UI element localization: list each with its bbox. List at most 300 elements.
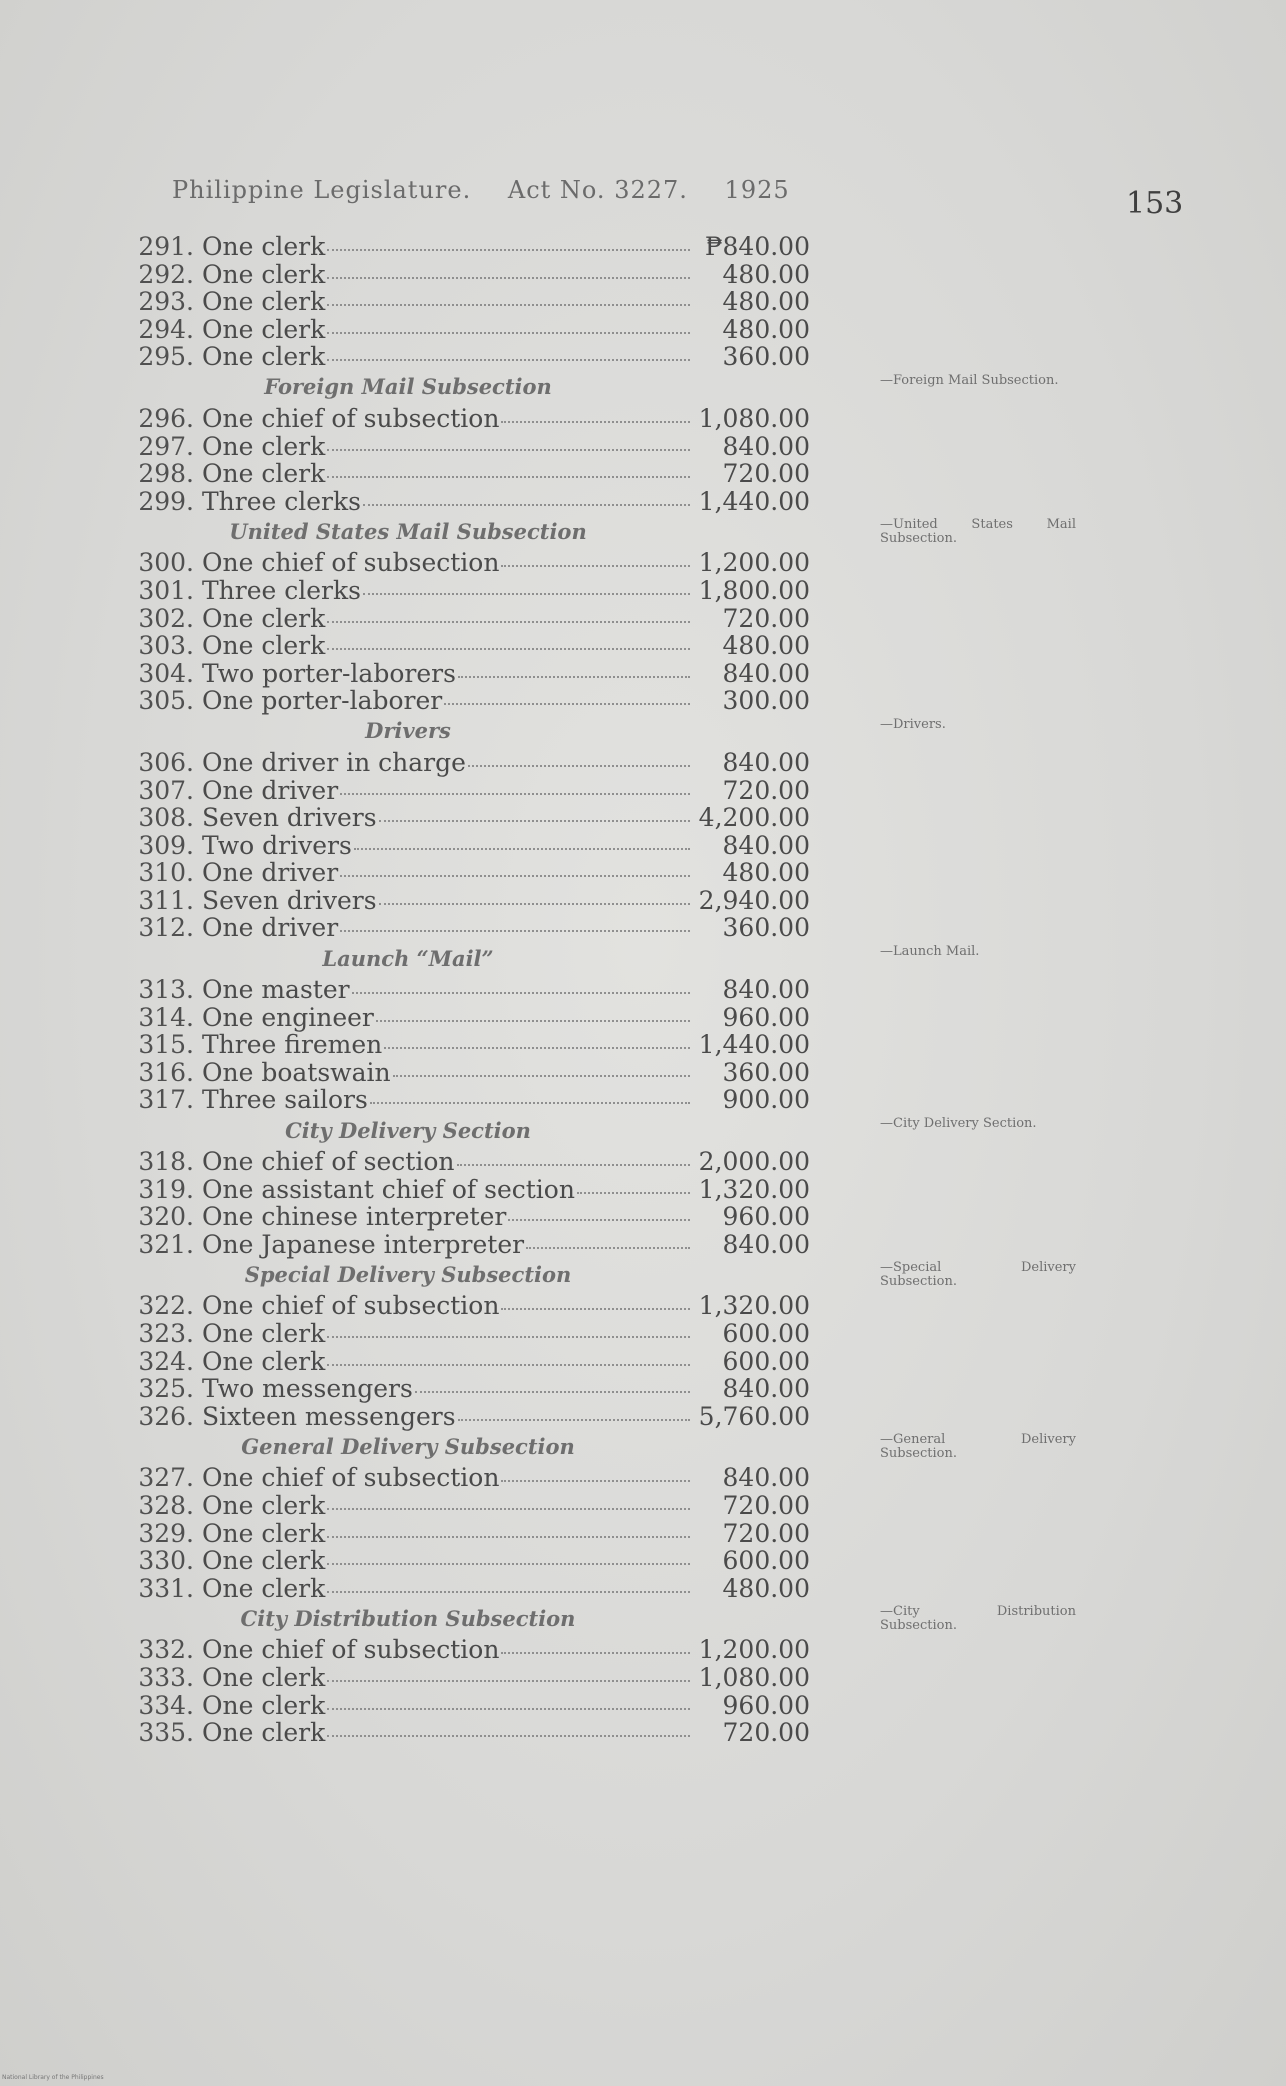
item-description: [202, 1374, 690, 1403]
line-item: [128, 1147, 1078, 1175]
dot-leader: [327, 1563, 690, 1565]
line-item: [128, 1663, 1078, 1691]
item-amount: 2,000.00: [698, 1147, 810, 1177]
dot-leader: [327, 1708, 690, 1710]
dot-leader: [577, 1192, 690, 1194]
line-item: [128, 803, 1078, 831]
item-description: [202, 260, 690, 289]
section-heading: [128, 714, 1078, 748]
item-description: [202, 404, 690, 433]
item-amount: 840.00: [722, 975, 810, 1005]
item-description-text: One chief of section: [202, 1147, 455, 1177]
item-amount: 840.00: [722, 1229, 810, 1259]
item-amount: 1,800.00: [698, 575, 810, 605]
item-description: [202, 858, 690, 887]
dot-leader: [370, 1102, 690, 1104]
item-description: [202, 1491, 690, 1520]
dot-leader: [327, 277, 690, 279]
item-description-text: One clerk: [202, 314, 326, 344]
dot-leader: [327, 476, 690, 478]
item-description: [202, 1347, 690, 1376]
dot-leader: [327, 1680, 690, 1682]
line-item: [128, 1175, 1078, 1203]
line-item: [128, 576, 1078, 604]
item-description: [202, 487, 690, 516]
line-item: [128, 913, 1078, 941]
item-amount: 1,200.00: [698, 548, 810, 578]
item-amount: 1,080.00: [698, 1662, 810, 1692]
line-item: [128, 548, 1078, 576]
dot-leader: [363, 504, 690, 506]
item-description: [202, 1085, 690, 1114]
item-amount: 360.00: [722, 1057, 810, 1087]
item-number: 303.: [138, 631, 194, 661]
item-description: [202, 1718, 690, 1747]
item-amount: 300.00: [722, 686, 810, 716]
running-head-title: Philippine Legislature.: [172, 176, 472, 204]
running-head: [172, 176, 818, 204]
line-item: [128, 1574, 1078, 1602]
line-item: [128, 831, 1078, 859]
item-description: [202, 604, 690, 633]
item-amount: 4,200.00: [698, 803, 810, 833]
item-description-text: One chief of subsection: [202, 1635, 500, 1665]
line-item: [128, 1546, 1078, 1574]
line-item: [128, 1347, 1078, 1375]
item-number: 309.: [138, 830, 194, 860]
line-item: [128, 459, 1078, 487]
item-amount: 840.00: [722, 658, 810, 688]
item-description-text: One clerk: [202, 1346, 326, 1376]
dot-leader: [340, 930, 690, 932]
item-number: 312.: [138, 913, 194, 943]
item-description: [202, 315, 690, 344]
item-description-text: One driver: [202, 913, 339, 943]
dot-leader: [327, 1591, 690, 1593]
dot-leader: [327, 359, 690, 361]
dot-leader: [458, 1419, 690, 1421]
section-heading-text: Drivers: [365, 718, 451, 744]
line-item: [128, 686, 1078, 714]
item-number: 330.: [138, 1546, 194, 1576]
dot-leader: [393, 1075, 690, 1077]
line-item: [128, 886, 1078, 914]
item-description-text: One driver in charge: [202, 747, 466, 777]
item-description-text: Seven drivers: [202, 803, 377, 833]
line-item: [128, 1718, 1078, 1746]
margin-note: —Foreign Mail Subsection.: [880, 372, 1059, 388]
dot-leader: [457, 1164, 690, 1166]
running-head-year: 1925: [724, 176, 790, 204]
line-item: [128, 659, 1078, 687]
item-description: [202, 287, 690, 316]
item-description: [202, 232, 690, 261]
line-item: [128, 1491, 1078, 1519]
item-description: [202, 1147, 690, 1176]
item-description: [202, 459, 690, 488]
line-item: [128, 1519, 1078, 1547]
item-number: 329.: [138, 1518, 194, 1548]
item-amount: 840.00: [722, 1463, 810, 1493]
item-description-text: One clerk: [202, 1546, 326, 1576]
dot-leader: [444, 703, 690, 705]
line-item: [128, 232, 1078, 260]
line-item: [128, 1319, 1078, 1347]
line-item: [128, 404, 1078, 432]
item-number: 295.: [138, 342, 194, 372]
item-amount: 1,440.00: [698, 486, 810, 516]
item-number: 299.: [138, 486, 194, 516]
item-description: [202, 886, 690, 915]
item-description-text: Three clerks: [202, 575, 361, 605]
item-description: [202, 1574, 690, 1603]
page-number: 153: [1126, 186, 1184, 221]
dot-leader: [379, 903, 690, 905]
dot-leader: [458, 676, 690, 678]
item-number: 305.: [138, 686, 194, 716]
section-heading-text: Special Delivery Subsection: [244, 1261, 572, 1287]
dot-leader: [415, 1391, 690, 1393]
item-number: 335.: [138, 1718, 194, 1748]
item-description: [202, 1202, 690, 1231]
dot-leader: [327, 1508, 690, 1510]
item-number: 301.: [138, 575, 194, 605]
item-amount: 720.00: [722, 775, 810, 805]
item-description-text: Two messengers: [202, 1374, 413, 1404]
section-heading: [128, 370, 1078, 404]
item-description-text: One clerk: [202, 1573, 326, 1603]
item-description-text: Three firemen: [202, 1030, 383, 1060]
item-description-text: Two drivers: [202, 830, 352, 860]
section-heading: [128, 1429, 1078, 1463]
item-amount: 960.00: [722, 1202, 810, 1232]
item-amount: 1,440.00: [698, 1030, 810, 1060]
line-item: [128, 260, 1078, 288]
item-number: 315.: [138, 1030, 194, 1060]
item-description: [202, 1175, 690, 1204]
line-item: [128, 858, 1078, 886]
item-number: 327.: [138, 1463, 194, 1493]
item-description: [202, 1402, 690, 1431]
item-description-text: One clerk: [202, 631, 326, 661]
section-heading-text: General Delivery Subsection: [241, 1433, 575, 1459]
item-description-text: One chief of subsection: [202, 403, 500, 433]
item-description-text: Three clerks: [202, 486, 361, 516]
item-number: 331.: [138, 1573, 194, 1603]
item-description-text: One chief of subsection: [202, 1291, 500, 1321]
item-amount: 600.00: [722, 1546, 810, 1576]
item-amount: 720.00: [722, 1490, 810, 1520]
item-description: [202, 1003, 690, 1032]
item-description: [202, 803, 690, 832]
item-description: [202, 1546, 690, 1575]
item-description-text: One driver: [202, 858, 339, 888]
line-item: [128, 1085, 1078, 1113]
item-number: 311.: [138, 885, 194, 915]
line-item: [128, 432, 1078, 460]
line-item: [128, 604, 1078, 632]
dot-leader: [468, 765, 690, 767]
item-amount: 480.00: [722, 287, 810, 317]
item-number: 325.: [138, 1374, 194, 1404]
dot-leader: [376, 1020, 690, 1022]
item-number: 324.: [138, 1346, 194, 1376]
line-item: [128, 631, 1078, 659]
dot-leader: [354, 848, 690, 850]
item-number: 310.: [138, 858, 194, 888]
line-item: [128, 1635, 1078, 1663]
item-description: [202, 576, 690, 605]
section-heading: [128, 1113, 1078, 1147]
item-number: 319.: [138, 1174, 194, 1204]
item-description: [202, 1058, 690, 1087]
dot-leader: [327, 1336, 690, 1338]
item-description-text: One clerk: [202, 1319, 326, 1348]
line-item: [128, 487, 1078, 515]
item-number: 297.: [138, 431, 194, 461]
item-description-text: One porter-laborer: [202, 686, 443, 716]
item-description: [202, 1635, 690, 1664]
item-number: 333.: [138, 1662, 194, 1692]
item-number: 321.: [138, 1229, 194, 1259]
item-description-text: One clerk: [202, 1662, 326, 1692]
line-item: [128, 1291, 1078, 1319]
item-description: [202, 686, 690, 715]
margin-note: —Drivers.: [880, 716, 946, 732]
dot-leader: [501, 1652, 690, 1654]
line-item: [128, 748, 1078, 776]
item-amount: 960.00: [722, 1690, 810, 1720]
item-number: 318.: [138, 1147, 194, 1177]
item-number: 302.: [138, 603, 194, 633]
item-amount: 480.00: [722, 631, 810, 661]
margin-note: —United States Mail Subsection.: [880, 517, 1076, 547]
dot-leader: [501, 1308, 690, 1310]
item-description: [202, 432, 690, 461]
item-amount: 480.00: [722, 314, 810, 344]
item-amount: 840.00: [722, 747, 810, 777]
line-item: [128, 776, 1078, 804]
item-description-text: One clerk: [202, 342, 326, 372]
item-number: 313.: [138, 975, 194, 1005]
dot-leader: [508, 1219, 690, 1221]
dot-leader: [340, 793, 690, 795]
section-heading-text: Launch “Mail”: [322, 945, 494, 971]
line-item: [128, 1691, 1078, 1719]
item-description: [202, 975, 690, 1004]
item-number: 308.: [138, 803, 194, 833]
dot-leader: [327, 1735, 690, 1737]
line-item: [128, 1058, 1078, 1086]
dot-leader: [526, 1247, 690, 1249]
item-amount: 1,320.00: [698, 1291, 810, 1321]
item-number: 320.: [138, 1202, 194, 1232]
line-item: [128, 315, 1078, 343]
item-description-text: One chief of subsection: [202, 1463, 500, 1493]
item-description: [202, 342, 690, 371]
item-number: 292.: [138, 259, 194, 289]
item-amount: 720.00: [722, 1518, 810, 1548]
item-description: [202, 548, 690, 577]
appropriation-list: [128, 232, 1078, 1746]
item-description: [202, 1519, 690, 1548]
dot-leader: [501, 565, 690, 567]
item-description: [202, 776, 690, 805]
item-amount: 600.00: [722, 1346, 810, 1376]
dot-leader: [327, 249, 690, 251]
item-number: 332.: [138, 1635, 194, 1665]
item-description-text: One clerk: [202, 287, 326, 317]
section-heading: [128, 1601, 1078, 1635]
item-number: 291.: [138, 232, 194, 261]
dot-leader: [352, 992, 690, 994]
item-amount: 720.00: [722, 459, 810, 489]
item-amount: 720.00: [722, 1718, 810, 1748]
item-number: 294.: [138, 314, 194, 344]
dot-leader: [340, 875, 690, 877]
line-item: [128, 1030, 1078, 1058]
margin-note: —City Delivery Section.: [880, 1116, 1037, 1132]
item-description-text: One clerk: [202, 1690, 326, 1720]
running-head-act: Act No. 3227.: [507, 176, 688, 204]
scan-footer: National Library of the Philippines: [2, 2074, 104, 2081]
dot-leader: [379, 820, 690, 822]
item-description: [202, 1319, 690, 1348]
margin-note: —General Delivery Subsection.: [880, 1432, 1076, 1462]
item-description-text: Three sailors: [202, 1085, 368, 1115]
item-description-text: One assistant chief of section: [202, 1174, 575, 1204]
item-description: [202, 913, 690, 942]
dot-leader: [327, 621, 690, 623]
item-amount: 360.00: [722, 342, 810, 372]
item-description-text: One clerk: [202, 1518, 326, 1548]
item-description-text: One master: [202, 975, 350, 1005]
item-number: 317.: [138, 1085, 194, 1115]
item-description: [202, 1663, 690, 1692]
item-amount: 960.00: [722, 1002, 810, 1032]
section-heading: [128, 514, 1078, 548]
line-item: [128, 1003, 1078, 1031]
item-amount: 840.00: [722, 1374, 810, 1404]
margin-note: —Special Delivery Subsection.: [880, 1260, 1076, 1290]
dot-leader: [327, 1536, 690, 1538]
item-amount: 360.00: [722, 913, 810, 943]
line-item: [128, 1374, 1078, 1402]
item-amount: 840.00: [722, 830, 810, 860]
section-heading-text: Foreign Mail Subsection: [264, 374, 552, 400]
line-item: [128, 1402, 1078, 1430]
item-description: [202, 1030, 690, 1059]
dot-leader: [327, 332, 690, 334]
item-number: 296.: [138, 403, 194, 433]
item-number: 328.: [138, 1490, 194, 1520]
item-number: 298.: [138, 459, 194, 489]
item-description-text: One boatswain: [202, 1057, 391, 1087]
item-amount: 480.00: [722, 858, 810, 888]
item-number: 314.: [138, 1002, 194, 1032]
item-description: [202, 1463, 690, 1492]
section-heading: [128, 1257, 1078, 1291]
section-heading-text: United States Mail Subsection: [229, 518, 587, 544]
line-item: [128, 975, 1078, 1003]
dot-leader: [501, 1480, 690, 1482]
item-number: 316.: [138, 1057, 194, 1087]
item-amount: 720.00: [722, 603, 810, 633]
item-description-text: One clerk: [202, 459, 326, 489]
section-heading-text: City Distribution Subsection: [240, 1605, 576, 1631]
item-description: [202, 748, 690, 777]
item-description-text: Sixteen messengers: [202, 1401, 456, 1431]
item-description-text: Two porter-laborers: [202, 658, 456, 688]
item-description: [202, 1230, 690, 1259]
item-description-text: One clerk: [202, 603, 326, 633]
item-description-text: One driver: [202, 775, 339, 805]
dot-leader: [327, 1364, 690, 1366]
margin-note: —Launch Mail.: [880, 944, 980, 960]
item-number: 306.: [138, 747, 194, 777]
dot-leader: [363, 593, 690, 595]
item-description: [202, 1291, 690, 1320]
item-description-text: One Japanese interpreter: [202, 1229, 525, 1259]
item-number: 323.: [138, 1319, 194, 1348]
item-amount: 480.00: [722, 1573, 810, 1603]
item-number: 304.: [138, 658, 194, 688]
dot-leader: [327, 449, 690, 451]
item-number: 322.: [138, 1291, 194, 1321]
item-description-text: One chinese interpreter: [202, 1202, 507, 1232]
item-description: [202, 1691, 690, 1720]
line-item: [128, 1202, 1078, 1230]
item-description-text: One clerk: [202, 259, 326, 289]
item-description-text: One clerk: [202, 232, 326, 261]
item-description-text: One clerk: [202, 1490, 326, 1520]
item-amount: 1,200.00: [698, 1635, 810, 1665]
item-amount: ₱840.00: [704, 232, 810, 261]
item-description: [202, 659, 690, 688]
dot-leader: [384, 1047, 690, 1049]
line-item: [128, 287, 1078, 315]
item-amount: 1,080.00: [698, 403, 810, 433]
line-item: [128, 342, 1078, 370]
item-amount: 5,760.00: [698, 1401, 810, 1431]
item-description-text: One clerk: [202, 431, 326, 461]
line-item: [128, 1230, 1078, 1258]
item-amount: 600.00: [722, 1319, 810, 1348]
item-description-text: One clerk: [202, 1718, 326, 1748]
dot-leader: [327, 648, 690, 650]
item-number: 293.: [138, 287, 194, 317]
dot-leader: [327, 304, 690, 306]
item-description-text: One chief of subsection: [202, 548, 500, 578]
item-amount: 1,320.00: [698, 1174, 810, 1204]
section-heading: [128, 941, 1078, 975]
section-heading-text: City Delivery Section: [285, 1117, 531, 1143]
item-description: [202, 631, 690, 660]
item-number: 307.: [138, 775, 194, 805]
item-number: 326.: [138, 1401, 194, 1431]
margin-note: —City Distribution Subsection.: [880, 1604, 1076, 1634]
item-amount: 900.00: [722, 1085, 810, 1115]
item-number: 300.: [138, 548, 194, 578]
item-description-text: Seven drivers: [202, 885, 377, 915]
item-description-text: One engineer: [202, 1002, 374, 1032]
item-description: [202, 831, 690, 860]
item-amount: 2,940.00: [698, 885, 810, 915]
dot-leader: [501, 421, 690, 423]
line-item: [128, 1463, 1078, 1491]
item-amount: 840.00: [722, 431, 810, 461]
item-amount: 480.00: [722, 259, 810, 289]
